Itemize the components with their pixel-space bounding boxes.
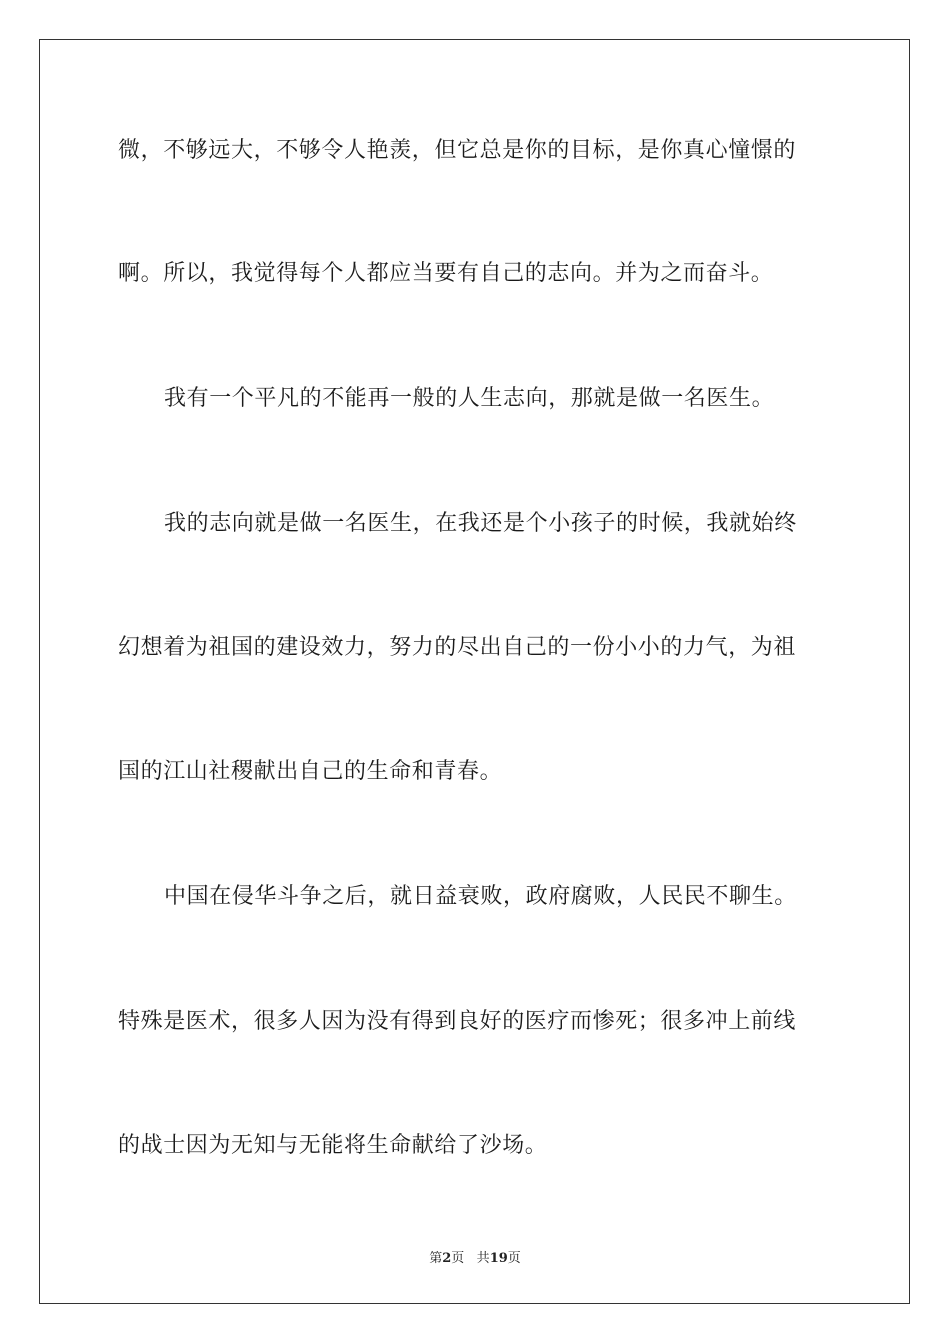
text-line-5: 幻想着为祖国的建设效力，努力的尽出自己的一份小小的力气，为祖 [118,635,797,660]
text-line-6: 国的江山社稷献出自己的生命和青春。 [118,759,503,784]
text-line-1: 微，不够远大，不够令人艳羡，但它总是你的目标，是你真心憧憬的 [118,138,797,163]
text-line-9: 的战士因为无知与无能将生命献给了沙场。 [118,1133,548,1158]
footer-page-number: 2 [442,1251,452,1266]
text-line-2: 啊。所以，我觉得每个人都应当要有自己的志向。并为之而奋斗。 [118,261,774,286]
footer-page-suffix: 页 [451,1251,465,1266]
footer-page-prefix: 第 [429,1251,443,1266]
text-line-7: 中国在侵华斗争之后，就日益衰败，政府腐败，人民民不聊生。 [164,884,797,909]
page-footer [0,1247,950,1266]
text-line-8: 特殊是医术，很多人因为没有得到良好的医疗而惨死；很多冲上前线 [118,1009,797,1034]
text-line-3: 我有一个平凡的不能再一般的人生志向，那就是做一名医生。 [164,386,775,411]
footer-total-pages: 19 [489,1251,508,1266]
footer-total-suffix: 页 [507,1251,521,1266]
footer-total-prefix: 共 [476,1251,490,1266]
page-border [39,39,910,1304]
text-line-4: 我的志向就是做一名医生，在我还是个小孩子的时候，我就始终 [164,511,797,536]
